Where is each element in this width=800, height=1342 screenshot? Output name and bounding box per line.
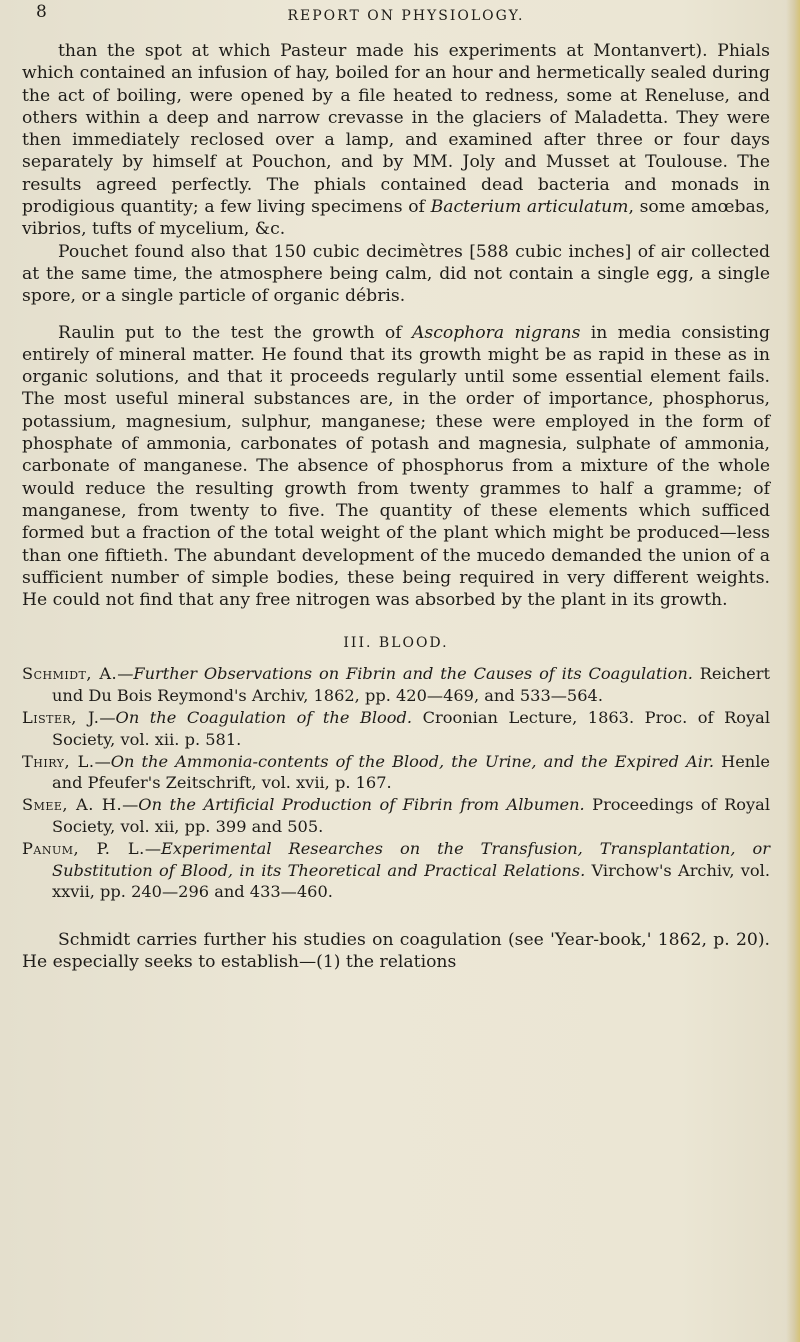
reference-panum [22,838,770,903]
text-run: Henle and Pfeufer's Zeitschrift, vol. xvii, p. 167. [52,751,770,793]
text-run: Schmidt carries further his studies on coagulation (see 'Year-book,' 1862, p. 20). He especially seeks to establish—(1) the relations [22,930,770,973]
italic-text: Experimental Researches on the Transfusion, Transplantation, or Substitution of Blood, in its Theoretical and Practical Relations. [52,838,770,880]
italic-text: On the Coagulation of the Blood. [115,708,413,728]
author-name: Smee, A. H. [22,795,123,815]
page-number: 8 [36,2,47,22]
paragraph-schmidt-coagulation [22,929,770,974]
running-title: REPORT ON PHYSIOLOGY. [287,8,525,24]
text-run: in media consisting entirely of mineral matter. He found that its growth might be as rapid in these as in organic solutions, and that it proceeds regularly until some essential element fails. The most useful mineral substances are, in the order of importance, phosphorus, potassium, magnesium, sulphur, manganese; these were employed in the form of phosphate of ammonia, carbonates of potash and magnesia, sulphate of ammonia, carbonate of manganese. The absence of phosphorus from a mixture of the whole would reduce the resulting growth from twenty grammes to half a gramme; of manganese, from twenty to five. The quantity of these elements which sufficed formed but a fraction of the total weight of the plant which might be produced—less than one fiftieth. The abundant development of the mucedo demanded the union of a sufficient number of simple bodies, these being required in very different weights. He could not find that any free nitrogen was absorbed by the plant in its growth. [22,322,770,611]
paragraph-pasteur-phials [22,40,770,241]
text-run: Pouchet found also that 150 cubic decimètres [588 cubic inches] of air collected at the same time, the atmosphere being calm, did not contain a single egg, a single spore, or a single particle of organic débris. [22,241,770,307]
text-run: — [117,664,134,684]
author-name: Lister, J. [22,708,100,728]
author-name: Schmidt, A. [22,664,118,684]
italic-text: Bacterium articulatum [430,197,629,218]
text-run: than the spot at which Pasteur made his experiments at Montanvert). Phials which contained an infusion of hay, boiled for an hour and hermetically sealed during the act of boiling, were opened by a file heated to redness, some at Reneluse, and others within a deep and narrow crevasse in the glaciers of Maladetta. They were then immediately reclosed over a lamp, and examined after three or four days separately by himself at Pouchon, and by MM. Joly and Musset at Toulouse. The results agreed perfectly. The phials contained dead bacteria and monads in prodigious quantity; a few living specimens of [22,41,770,218]
reference-lister [22,707,770,751]
paragraph-gap [22,903,770,929]
italic-text: Ascophora nigrans [412,322,581,343]
text-run: — [122,795,139,815]
text-run: — [94,751,111,771]
reference-smee [22,794,770,838]
italic-text: On the Ammonia-contents of the Blood, the Urine, and the Expired Air. [110,751,715,771]
author-name: Thiry, L. [22,751,95,771]
text-run: Raulin put to the test the growth of [58,322,413,343]
section-title: III. BLOOD. [343,635,449,652]
paragraph-gap [22,308,770,322]
author-name: Panum, P. L. [22,838,145,858]
text-run: Reichert und Du Bois Reymond's Archiv, 1862, pp. 420—469, and 533—564. [52,664,770,706]
text-run: — [144,838,162,858]
italic-text: Further Observations on Fibrin and the Causes of its Coagulation. [133,664,693,684]
text-run: Proceedings of Royal Society, vol. xii, pp. 399 and 505. [52,795,770,836]
text-run: Virchow's Archiv, vol. xxvii, pp. 240—296 and 433—460. [52,860,770,902]
text-run: , some amœbas, vibrios, tufts of mycelium, &c. [22,197,770,240]
reference-list [22,663,770,903]
page-edge [786,0,800,1342]
running-head [22,0,770,40]
text-run: Croonian Lecture, 1863. Proc. of Royal Society, vol. xii. p. 581. [52,708,770,749]
reference-schmidt [22,663,770,707]
text-run: — [99,708,116,728]
reference-thiry [22,751,770,795]
paragraph-raulin-growth [22,322,770,612]
paragraph-pouchet-air [22,241,770,308]
italic-text: On the Artificial Production of Fibrin from Albumen. [138,795,585,815]
